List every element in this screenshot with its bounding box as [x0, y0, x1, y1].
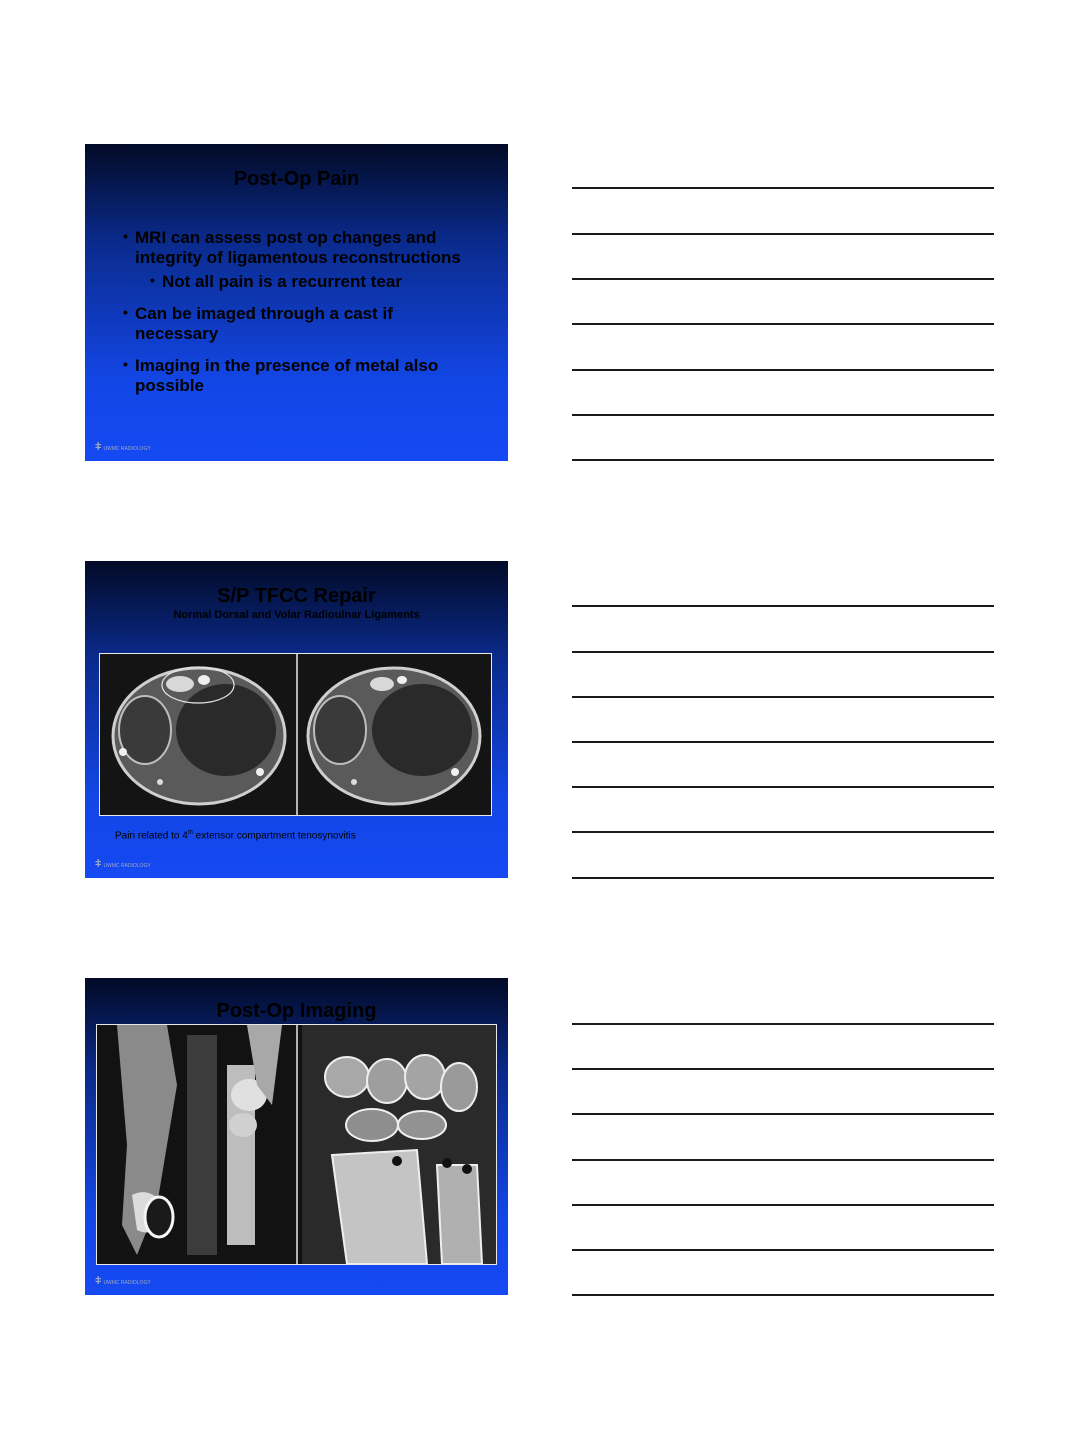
mri-axial-image-pair — [99, 653, 492, 816]
bullet-item — [123, 228, 478, 292]
mri-coronal-image — [97, 1025, 496, 1264]
note-line — [572, 786, 994, 788]
bullet-list — [123, 228, 478, 408]
sub-bullet-item: • Not all pain is a recurrent tear — [135, 272, 478, 292]
logo-mark-icon: ǂ — [95, 858, 101, 870]
logo — [95, 441, 151, 453]
slide-post-op-pain — [85, 144, 508, 461]
note-line — [572, 278, 994, 280]
note-line — [572, 1113, 994, 1115]
logo-text: UWMC RADIOLOGY — [103, 446, 151, 452]
slide-title: Post-Op Pain — [233, 168, 360, 190]
note-line — [572, 414, 994, 416]
logo-text: UWMC RADIOLOGY — [103, 1280, 151, 1286]
caption-text: extensor compartment tenosynovitis — [192, 830, 356, 842]
note-line — [572, 651, 994, 653]
slide-title: Post-Op Imaging — [216, 1000, 377, 1022]
mri-coronal-image-pair — [96, 1024, 497, 1265]
note-line — [572, 831, 994, 833]
caption-superscript: th — [187, 830, 193, 836]
note-line — [572, 741, 994, 743]
note-line — [572, 369, 994, 371]
note-line — [572, 1204, 994, 1206]
sub-bullet-list — [135, 272, 478, 292]
note-line — [572, 459, 994, 461]
mri-axial-image — [100, 654, 491, 815]
logo — [95, 1275, 151, 1287]
note-line — [572, 1294, 994, 1296]
note-line — [572, 1249, 994, 1251]
slide-caption — [115, 830, 356, 841]
logo-mark-icon: ǂ — [95, 441, 101, 453]
note-line — [572, 233, 994, 235]
slide-tfcc-repair — [85, 561, 508, 878]
slide-title: S/P TFCC Repair — [217, 585, 376, 607]
logo-mark-icon: ǂ — [95, 1275, 101, 1287]
bullet-item: • Imaging in the presence of metal also possible — [123, 356, 478, 396]
note-line — [572, 1023, 994, 1025]
bullet-item: • Can be imaged through a cast if necessary — [123, 304, 478, 344]
logo-text: UWMC RADIOLOGY — [103, 863, 151, 869]
bullet-text: MRI can assess post op changes and integrity of ligamentous reconstructions — [135, 228, 461, 267]
note-line — [572, 1159, 994, 1161]
note-line — [572, 187, 994, 189]
note-line — [572, 696, 994, 698]
note-line — [572, 877, 994, 879]
note-line — [572, 1068, 994, 1070]
note-line — [572, 605, 994, 607]
note-line — [572, 323, 994, 325]
logo — [95, 858, 151, 870]
slide-post-op-imaging — [85, 978, 508, 1295]
slide-subtitle: Normal Dorsal and Volar Radioulnar Ligaments — [173, 609, 420, 621]
caption-text: Pain related to 4 — [115, 830, 188, 842]
